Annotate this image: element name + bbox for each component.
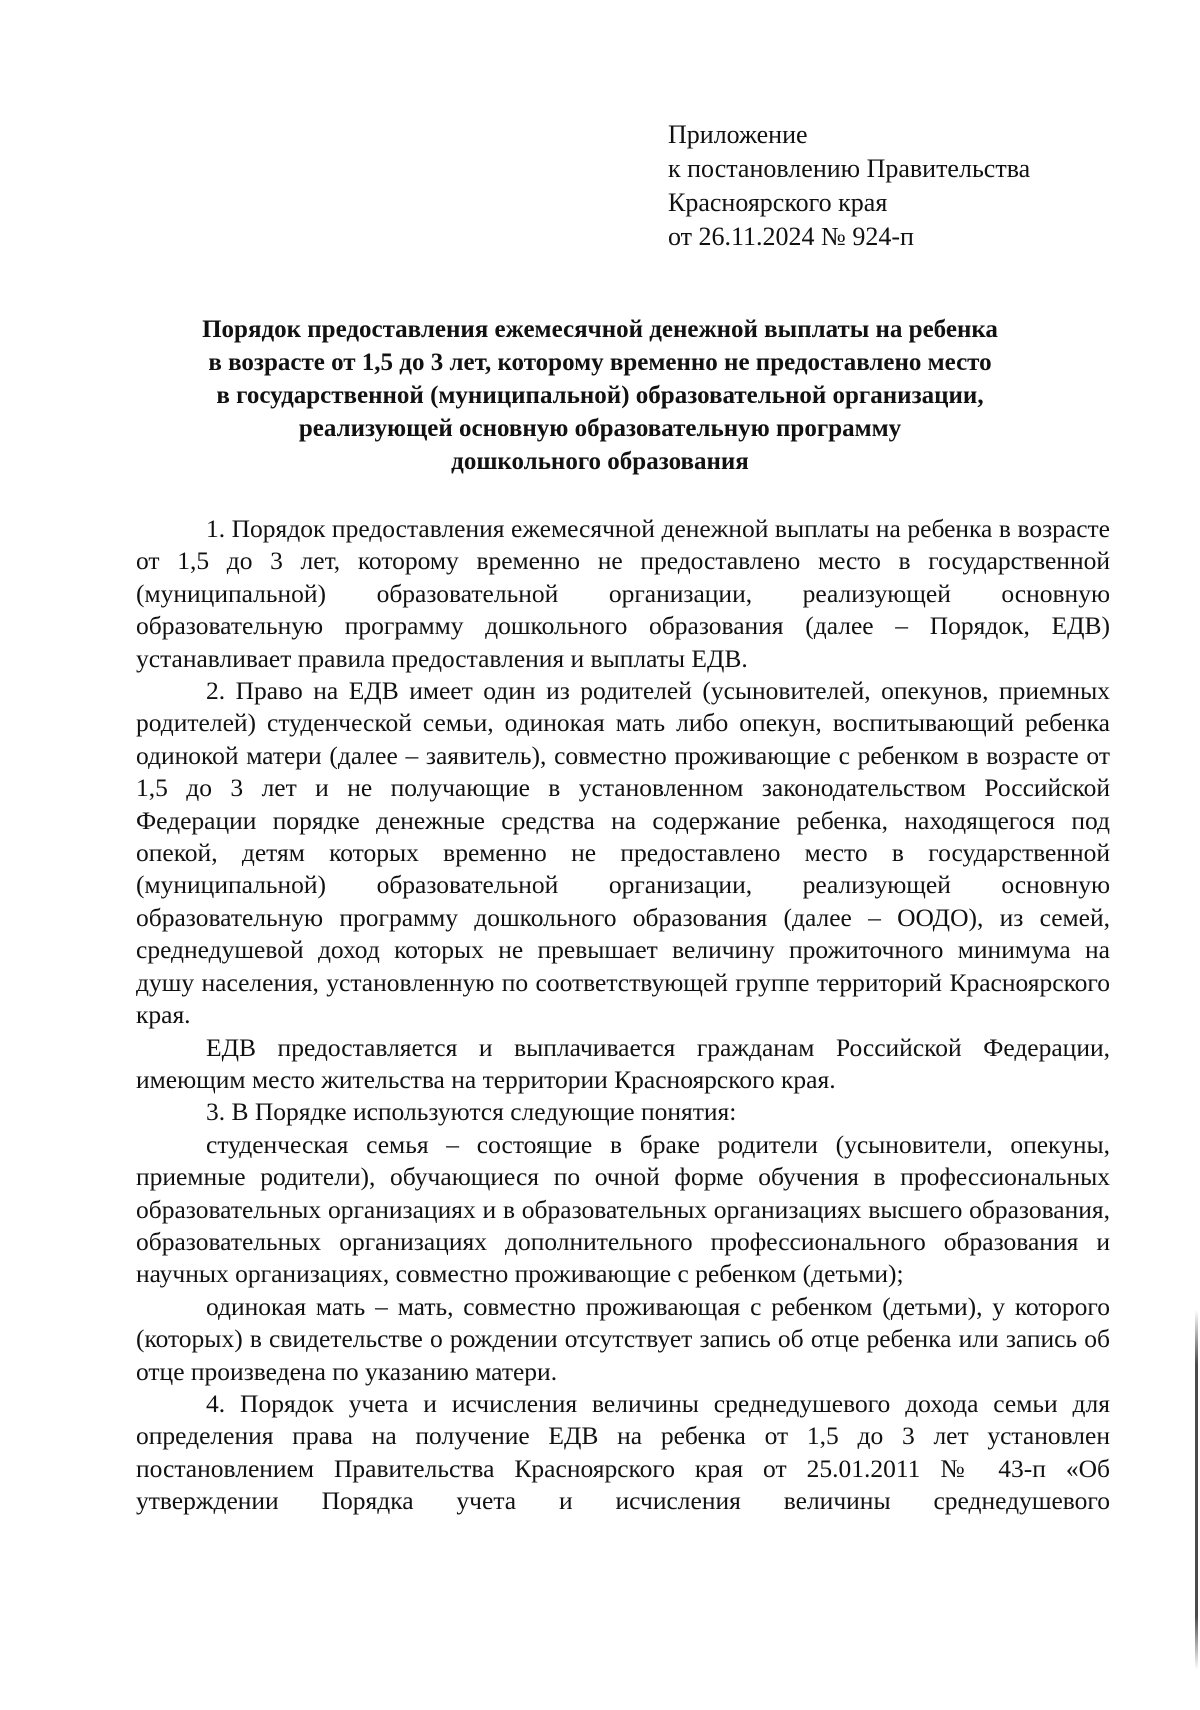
appendix-line: Приложение bbox=[668, 120, 808, 149]
title-line: дошкольного образования bbox=[451, 448, 749, 475]
title-line: в возрасте от 1,5 до 3 лет, которому временно не предоставлено место bbox=[208, 349, 992, 376]
scan-edge-mark bbox=[1195, 1310, 1198, 1670]
appendix-line: к постановлению Правительства bbox=[668, 154, 1031, 183]
title-line: реализующей основную образовательную программу bbox=[298, 415, 902, 442]
definition-student-family: студенческая семья – состоящие в браке родители (усыновители, опекуны, приемные родители), обучающиеся по очной форме обучения в профессиональных образовательных организациях и в образовательных организациях высшего образования, образовательных организациях дополнительного профессионального образования и научных организациях, совместно проживающие с ребенком (детьми); bbox=[136, 1129, 1110, 1289]
definition-single-mother: одинокая мать – мать, совместно проживающая с ребенком (детьми), у которого (которых) в свидетельстве о рождении отсутствует запись об отце ребенка или запись об отце произведена по указанию матери. bbox=[136, 1291, 1110, 1386]
paragraph-2: 2. Право на ЕДВ имеет один из родителей (усыновителей, опекунов, приемных родителей) студенческой семьи, одинокая мать либо опекун, воспитывающий ребенка одинокой матери (далее – заявитель), совместно проживающие с ребенком в возрасте от 1,5 до 3 лет и не получающие в установленном законодательством Российской Федерации порядке денежные средства на содержание ребенка, находящегося под опекой, детям которых временно не предоставлено место в государственной (муниципальной) образовательной организации, реализующей основную образовательную программу дошкольного образования (далее – ООДО), из семей, среднедушевой доход которых не превышает величину прожиточного минимума на душу населения, установленную по соответствующей группе территорий Красноярского края. bbox=[136, 676, 1110, 1030]
paragraph-1: 1. Порядок предоставления ежемесячной денежной выплаты на ребенка в возрасте от 1,5 до 3 лет, которому временно не предоставлено место в государственной (муниципальной) образовательной организации, реализующей основную образовательную программу дошкольного образования (далее – Порядок, ЕДВ) устанавливает правила предоставления и выплаты ЕДВ. bbox=[136, 514, 1110, 673]
appendix-block bbox=[668, 118, 1148, 254]
document-title bbox=[120, 313, 1080, 478]
paragraph-3: 3. В Порядке используются следующие понятия: bbox=[206, 1097, 737, 1127]
paragraph-4: 4. Порядок учета и исчисления величины среднедушевого дохода семьи для определения права на получение ЕДВ на ребенка от 1,5 до 3 лет установлен постановлением Правительства Красноярского края от 25.01.2011 № 43-п «Об утверждении Порядка учета и исчисления величины среднедушевого bbox=[136, 1388, 1110, 1516]
appendix-line: от 26.11.2024 № 924-п bbox=[668, 222, 914, 251]
document-body bbox=[136, 513, 1110, 1518]
appendix-line: Красноярского края bbox=[668, 188, 888, 217]
title-line: Порядок предоставления ежемесячной денежной выплаты на ребенка bbox=[202, 316, 998, 343]
paragraph-2-residence: ЕДВ предоставляется и выплачивается гражданам Российской Федерации, имеющим место жительства на территории Красноярского края. bbox=[136, 1032, 1110, 1094]
title-line: в государственной (муниципальной) образовательной организации, bbox=[216, 382, 984, 409]
